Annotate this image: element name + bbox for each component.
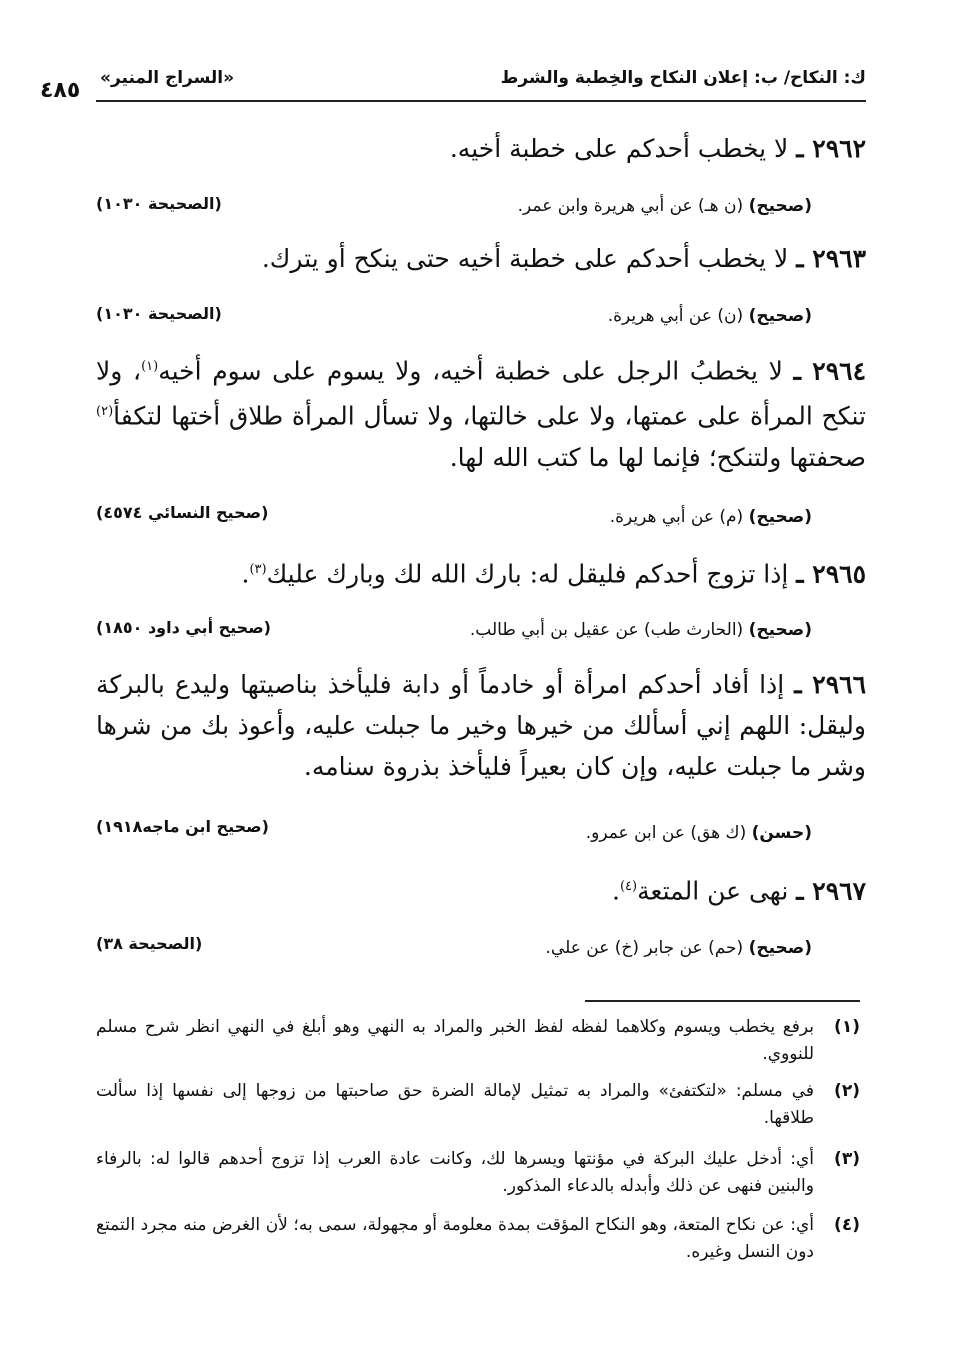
hadith-reference: (صحيح أبي داود ١٨٥٠) [96,618,271,637]
hadith-text: ، ولا تنكح المرأة على عمتها، ولا على خالتها، ولا تسأل المرأة طلاق أختها لتكفأ [96,356,866,431]
footnote [96,1078,860,1132]
hadith-narrators: (ن هـ) عن أبي هريرة وابن عمر. [517,196,744,216]
hadith-number: ٢٩٦٣ ـ [796,244,866,273]
hadith-source [610,507,812,527]
footnote-text: أي: أدخل عليك البركة في مؤنتها ويسرها لك، وكانت عادة العرب إذا تزوج أحدهم قالوا له: بالرفاء والبنين فنهى عن ذلك وأبدله بالدعاء المذكور. [96,1149,814,1196]
hadith-narrators: (ن) عن أبي هريرة. [607,306,744,326]
hadith-text: لا يخطبُ الرجل على خطبة أخيه، ولا يسوم على سوم أخيه [158,356,783,386]
hadith-grade: (صحيح) [748,938,812,958]
hadith-2966 [96,664,866,787]
hadith-source [586,823,812,843]
footnote [96,1146,860,1200]
hadith-2965 [96,549,866,594]
hadith-text-end: . [241,559,250,589]
hadith-reference: (صحيح النسائي ٤٥٧٤) [96,503,269,522]
hadith-source [470,620,812,640]
hadith-2963 [96,238,866,279]
footnote-text: أي: عن نكاح المتعة، وهو النكاح المؤقت بمدة معلومة أو مجهولة، سمى به؛ لأن الغرض منه مجرد التمتع دون النسل وغيره. [96,1215,814,1262]
chapter-title: ك: النكاح/ ب: إعلان النكاح والخِطبة والشرط [500,68,866,88]
footnote-number: (٤) [834,1215,860,1235]
page-number: ٤٨٥ [40,78,81,103]
hadith-reference: (الصحيحة ١٠٣٠) [96,194,222,213]
book-title: «السراج المنير» [100,68,235,88]
hadith-grade: (صحيح) [748,507,812,527]
hadith-text: إذا أفاد أحدكم امرأة أو خادماً أو دابة فليأخذ بناصيتها وليدع بالبركة وليقل: اللهم إني أسألك من خيرها وخير ما جبلت عليه، وأعوذ بك من شرها وشر ما جبلت عليه، وإن كان بعيراً فليأخذ بذروة سنامه. [96,670,866,781]
footnote-ref: (٣) [249,562,267,577]
hadith-text-end: . [612,876,620,906]
hadith-number: ٢٩٦٧ ـ [796,876,866,906]
hadith-narrators: (الحارث طب) عن عقيل بن أبي طالب. [469,620,744,640]
hadith-grade: (حسن) [751,823,812,843]
hadith-number: ٢٩٦٢ ـ [796,134,866,163]
hadith-2964 [96,346,866,478]
hadith-source [518,196,812,216]
hadith-grade: (صحيح) [748,196,812,216]
hadith-text: لا يخطب أحدكم على خطبة أخيه. [449,134,789,163]
hadith-text: لا يخطب أحدكم على خطبة أخيه حتى ينكح أو يترك. [261,244,789,273]
hadith-source [608,306,812,326]
footnote-number: (٢) [834,1081,860,1101]
hadith-text: إذا تزوج أحدكم فليقل له: بارك الله لك وبارك عليك [266,559,789,589]
footnote-ref: (١) [141,359,159,374]
header-divider [96,100,866,102]
hadith-text: نهى عن المتعة [637,876,789,906]
page-header [40,62,866,102]
footnote-ref: (٤) [619,879,638,894]
footnote-divider [585,1000,860,1002]
footnote-number: (٣) [834,1149,860,1169]
hadith-number: ٢٩٦٦ ـ [794,670,866,699]
hadith-narrators: (حم) عن جابر (خ) عن علي. [545,938,744,958]
hadith-reference: (الصحيحة ٣٨) [96,934,203,953]
hadith-grade: (صحيح) [748,620,812,640]
hadith-grade: (صحيح) [748,306,812,326]
hadith-text: صحفتها ولتنكح؛ فإنما لها ما كتب الله لها. [449,442,866,472]
hadith-reference: (الصحيحة ١٠٣٠) [96,304,222,323]
footnote-text: برفع يخطب ويسوم وكلاهما لفظه لفظ الخبر والمراد به النهي وهو أبلغ في النهي انظر شرح مسلم للنووي. [96,1017,814,1064]
footnote-number: (١) [834,1017,860,1037]
hadith-2967 [96,866,866,911]
hadith-reference: (صحيح ابن ماجه١٩١٨) [96,817,269,836]
hadith-2962 [96,128,866,169]
hadith-narrators: (م) عن أبي هريرة. [609,507,744,527]
hadith-number: ٢٩٦٥ ـ [796,559,866,589]
footnote-text: في مسلم: «لتكتفئ» والمراد به تمثيل لإمالة الضرة حق صاحبتها من زوجها إلى نفسها إذا سألت طلاقها. [96,1081,814,1128]
footnote [96,1014,860,1068]
footnote-ref: (٢) [96,404,114,420]
hadith-source [546,938,813,958]
hadith-number: ٢٩٦٤ ـ [793,356,867,386]
footnote [96,1212,860,1266]
hadith-narrators: (ك هق) عن ابن عمرو. [585,823,747,843]
